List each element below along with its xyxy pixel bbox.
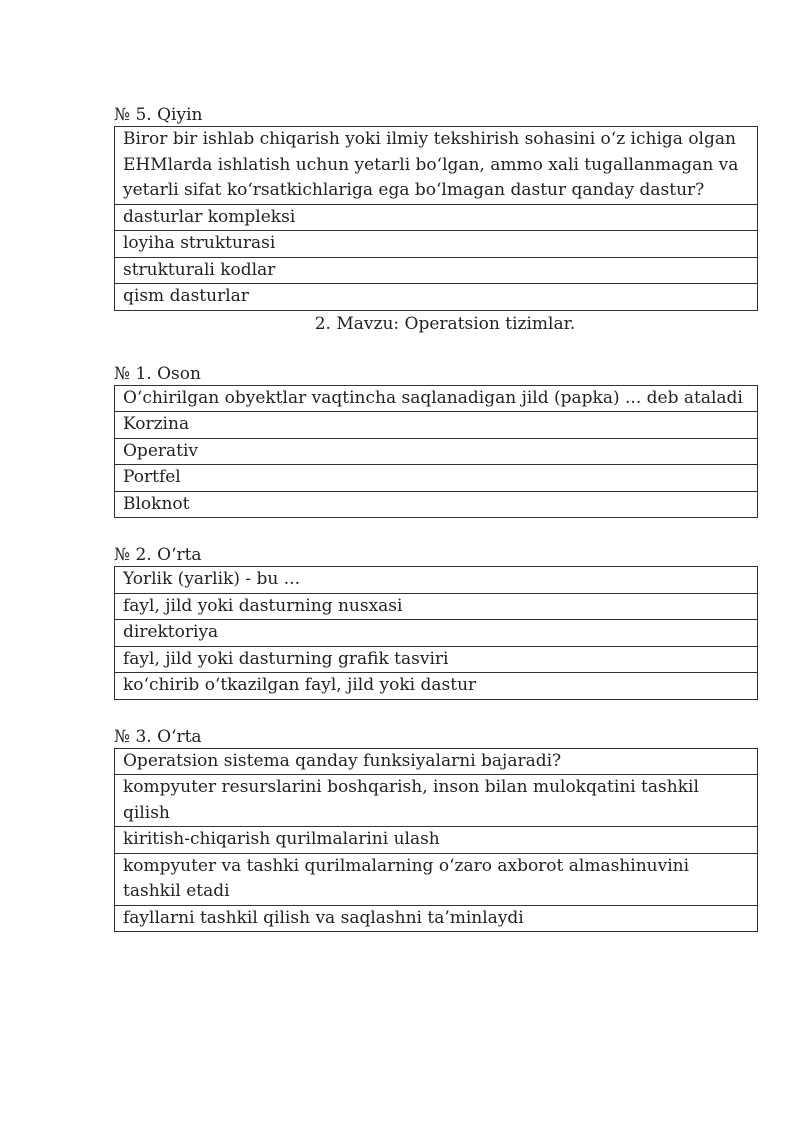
answer-option: fayl, jild yoki dasturning grafik tasviri <box>115 646 758 673</box>
question-table <box>114 566 758 700</box>
answer-option: Bloknot <box>115 491 758 518</box>
spacer <box>114 518 758 544</box>
question-block-1 <box>114 363 758 519</box>
section-title: 2. Mavzu: Operatsion tizimlar. <box>314 313 576 334</box>
question-text: Biror bir ishlab chiqarish yoki ilmiy tekshirish sohasini o‘z ichiga olgan EHMlarda ishlatish uchun yetarli bo‘lgan, ammo xali tugallanmagan va yetarli sifat ko‘rsatkichlariga ega bo‘lmagan dastur qanday dastur? <box>115 127 758 205</box>
question-text: Yorlik (yarlik) - bu ... <box>115 567 758 594</box>
answer-option: qism dasturlar <box>115 284 758 311</box>
question-table <box>114 748 758 933</box>
answer-option: Portfel <box>115 465 758 492</box>
question-text: O‘chirilgan obyektlar vaqtincha saqlanadigan jild (papka) ... deb ataladi <box>115 385 758 412</box>
answer-option: dasturlar kompleksi <box>115 204 758 231</box>
spacer <box>114 337 758 363</box>
answer-option: direktoriya <box>115 620 758 647</box>
question-heading: № 1. Oson <box>114 363 201 384</box>
spacer <box>114 700 758 726</box>
answer-option: loyiha strukturasi <box>115 231 758 258</box>
answer-option: fayl, jild yoki dasturning nusxasi <box>115 593 758 620</box>
answer-option: fayllarni tashkil qilish va saqlashni ta’minlaydi <box>115 905 758 932</box>
document-page <box>114 104 758 932</box>
answer-option: kompyuter resurslarini boshqarish, inson bilan mulokqatini tashkil qilish <box>115 775 758 827</box>
answer-option: Operativ <box>115 438 758 465</box>
answer-option: ko‘chirib o‘tkazilgan fayl, jild yoki dastur <box>115 673 758 700</box>
question-text: Operatsion sistema qanday funksiyalarni bajaradi? <box>115 748 758 775</box>
answer-option: Korzina <box>115 412 758 439</box>
answer-option: kompyuter va tashki qurilmalarning o‘zaro axborot almashinuvini tashkil etadi <box>115 853 758 905</box>
question-heading: № 3. O‘rta <box>114 726 202 747</box>
question-table <box>114 385 758 519</box>
question-table <box>114 126 758 311</box>
question-block-5 <box>114 104 758 311</box>
question-heading: № 2. O‘rta <box>114 545 202 565</box>
answer-option: kiritish-chiqarish qurilmalarini ulash <box>115 827 758 854</box>
answer-option: strukturali kodlar <box>115 257 758 284</box>
question-block-2 <box>114 544 758 700</box>
question-block-3 <box>114 726 758 933</box>
question-heading: № 5. Qiyin <box>114 105 203 125</box>
